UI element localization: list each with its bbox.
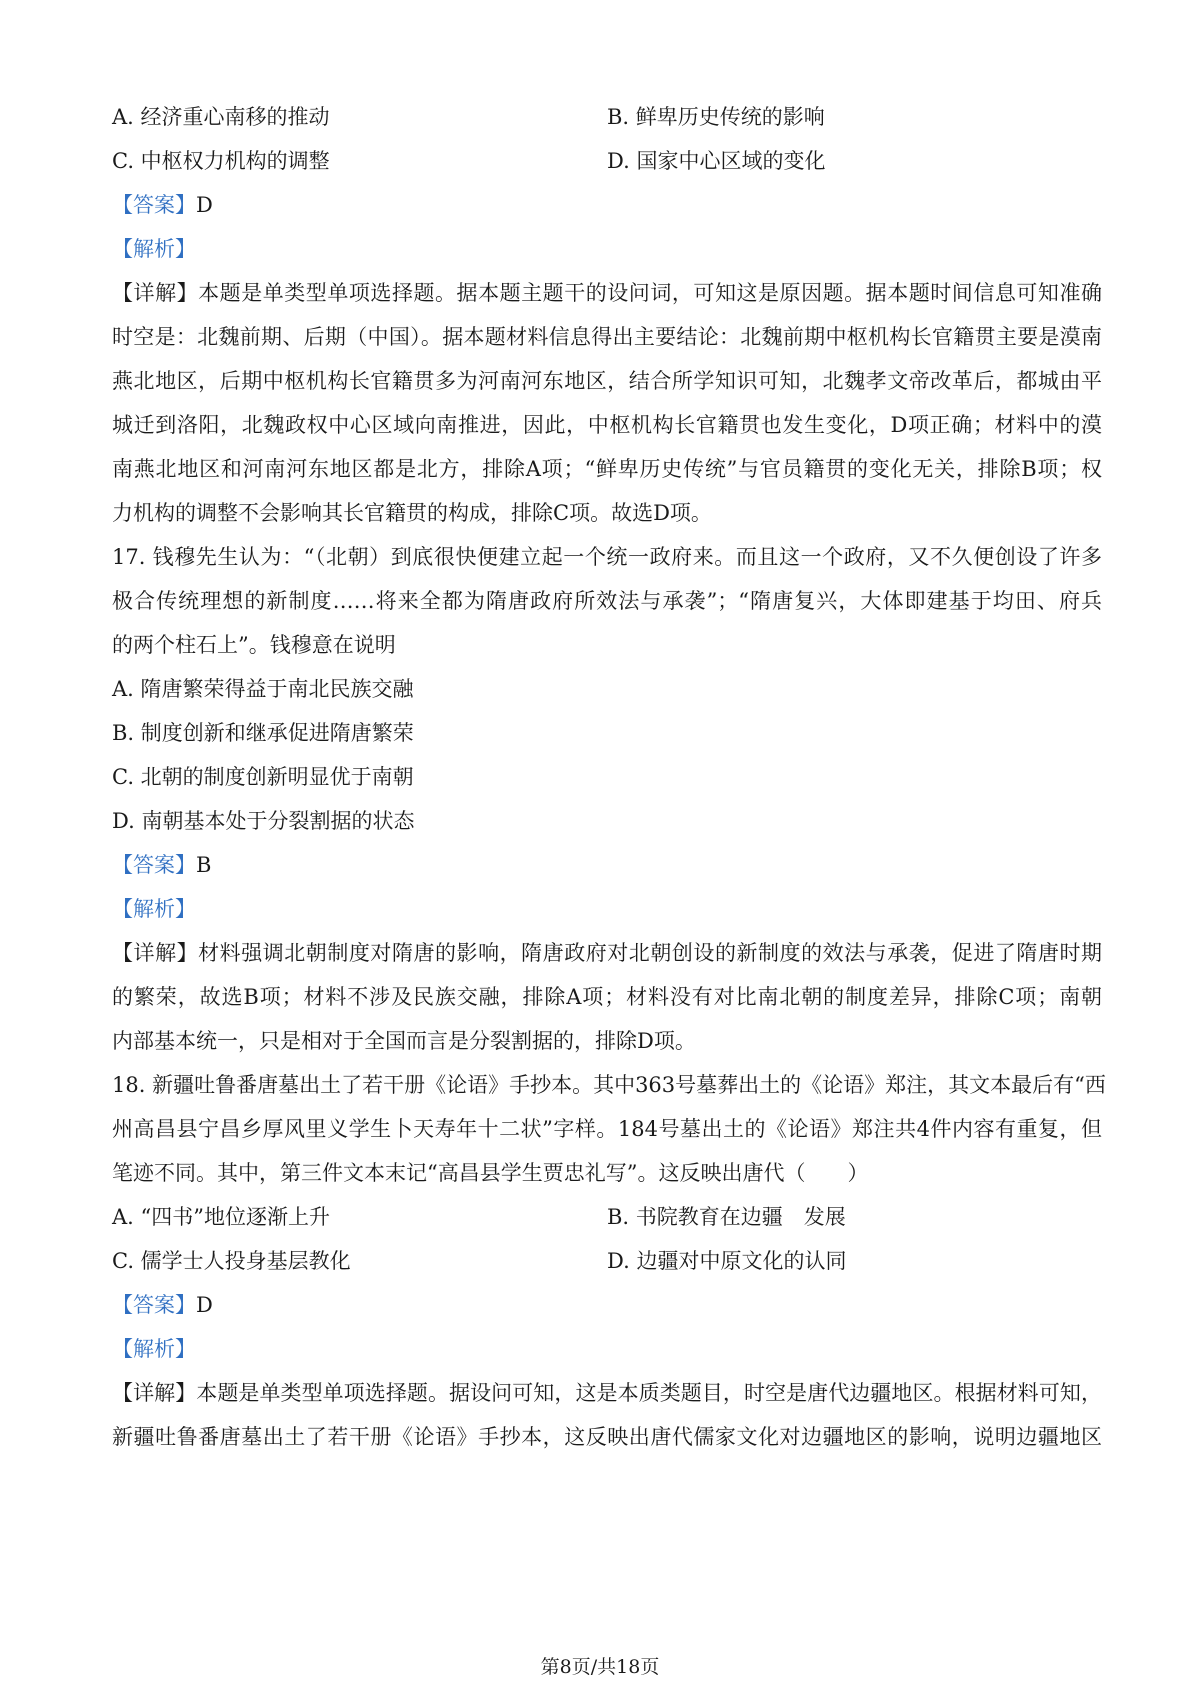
- analysis-tag: 【解析】: [112, 1337, 196, 1361]
- detail-tag: 【详解】: [112, 1381, 197, 1405]
- q17-option-b: B. 制度创新和继承促进隋唐繁荣: [112, 721, 414, 745]
- q16-detail-line-3: 燕北地区，后期中枢机构长官籍贯多为河南河东地区，结合所学知识可知，北魏孝文帝改革后，都城由平: [112, 369, 1102, 393]
- q17-detail-line-3: 内部基本统一，只是相对于全国而言是分裂割据的，排除D项。: [112, 1029, 696, 1053]
- q16-analysis: [112, 235, 1102, 264]
- q17-option-a: A. 隋唐繁荣得益于南北民族交融: [112, 677, 414, 701]
- q18-option-d: D. 边疆对中原文化的认同: [607, 1249, 847, 1273]
- answer-value: D: [196, 193, 213, 217]
- q18-option-a: A. “四书”地位逐渐上升: [112, 1205, 330, 1229]
- q17-detail-line-2: 的繁荣，故选B项；材料不涉及民族交融，排除A项；材料没有对比南北朝的制度差异，排除C项；南朝: [112, 985, 1102, 1009]
- q16-detail-line-1: [112, 279, 1102, 308]
- q18-detail-line-1: [112, 1379, 1102, 1408]
- q17-detail-line-1: [112, 939, 1102, 968]
- detail-text: 本题是单类型单项选择题。据本题主题干的设问词，可知这是原因题。据本题时间信息可知准确: [198, 281, 1103, 305]
- answer-tag: 【答案】: [112, 853, 196, 877]
- page-number-footer: 第8页/共18页: [540, 1656, 660, 1678]
- q16-detail-line-5: 南燕北地区和河南河东地区都是北方，排除A项；“鲜卑历史传统”与官员籍贯的变化无关，排除B项；权: [112, 457, 1102, 481]
- q16-option-d: D. 国家中心区域的变化: [607, 149, 826, 173]
- q18-detail-line-2: 新疆吐鲁番唐墓出土了若干册《论语》手抄本，这反映出唐代儒家文化对边疆地区的影响，说明边疆地区: [112, 1425, 1102, 1449]
- q16-detail-line-2: 时空是：北魏前期、后期（中国）。据本题材料信息得出主要结论：北魏前期中枢机构长官籍贯主要是漠南: [112, 325, 1102, 349]
- q18-stem-line-1: 18. 新疆吐鲁番唐墓出土了若干册《论语》手抄本。其中363号墓葬出土的《论语》郑注，其文本最后有“西: [112, 1073, 1106, 1097]
- q17-stem-line-1: 17. 钱穆先生认为：“（北朝）到底很快便建立起一个统一政府来。而且这一个政府，又不久便创设了许多: [112, 545, 1102, 569]
- answer-value: D: [196, 1293, 213, 1317]
- q16-options-row-2: [112, 147, 1102, 176]
- detail-tag: 【详解】: [112, 941, 199, 965]
- q18-analysis: [112, 1335, 1102, 1364]
- q17-answer: [112, 851, 1102, 880]
- q18-options-row-2: [112, 1247, 1102, 1276]
- q16-detail-line-6: 力机构的调整不会影响其长官籍贯的构成，排除C项。故选D项。: [112, 501, 712, 525]
- q17-option-c: C. 北朝的制度创新明显优于南朝: [112, 765, 414, 789]
- q18-stem-line-2: 州高昌县宁昌乡厚风里义学生卜天寿年十二状”字样。184号墓出土的《论语》郑注共4件内容有重复，但: [112, 1117, 1102, 1141]
- detail-text: 本题是单类型单项选择题。据设问可知，这是本质类题目，时空是唐代边疆地区。根据材料可知，: [196, 1381, 1103, 1405]
- q16-detail-line-4: 城迁到洛阳，北魏政权中心区域向南推进，因此，中枢机构长官籍贯也发生变化，D项正确；材料中的漠: [112, 413, 1102, 437]
- detail-text: 材料强调北朝制度对隋唐的影响，隋唐政府对北朝创设的新制度的效法与承袭，促进了隋唐时期: [198, 941, 1103, 965]
- q16-answer: [112, 191, 1102, 220]
- q16-option-c: C. 中枢权力机构的调整: [112, 149, 330, 173]
- detail-tag: 【详解】: [112, 281, 199, 305]
- q18-options-row-1: [112, 1203, 1102, 1232]
- q18-stem-line-3: 笔迹不同。其中，第三件文本末记“高昌县学生贾忠礼写”。这反映出唐代（ ）: [112, 1161, 869, 1185]
- q18-option-b: B. 书院教育在边疆 发展: [607, 1205, 846, 1229]
- analysis-tag: 【解析】: [112, 897, 196, 921]
- answer-value: B: [196, 853, 212, 877]
- q18-option-c: C. 儒学士人投身基层教化: [112, 1249, 351, 1273]
- answer-tag: 【答案】: [112, 1293, 196, 1317]
- q16-options-row-1: [112, 103, 1102, 132]
- q18-answer: [112, 1291, 1102, 1320]
- q17-stem-line-2: 极合传统理想的新制度……将来全都为隋唐政府所效法与承袭”；“隋唐复兴，大体即建基于均田、府兵: [112, 589, 1102, 613]
- q17-option-d: D. 南朝基本处于分裂割据的状态: [112, 809, 415, 833]
- q16-option-a: A. 经济重心南移的推动: [112, 105, 330, 129]
- q17-analysis: [112, 895, 1102, 924]
- q17-stem-line-3: 的两个柱石上”。钱穆意在说明: [112, 633, 396, 657]
- analysis-tag: 【解析】: [112, 237, 196, 261]
- q16-option-b: B. 鲜卑历史传统的影响: [607, 105, 825, 129]
- answer-tag: 【答案】: [112, 193, 196, 217]
